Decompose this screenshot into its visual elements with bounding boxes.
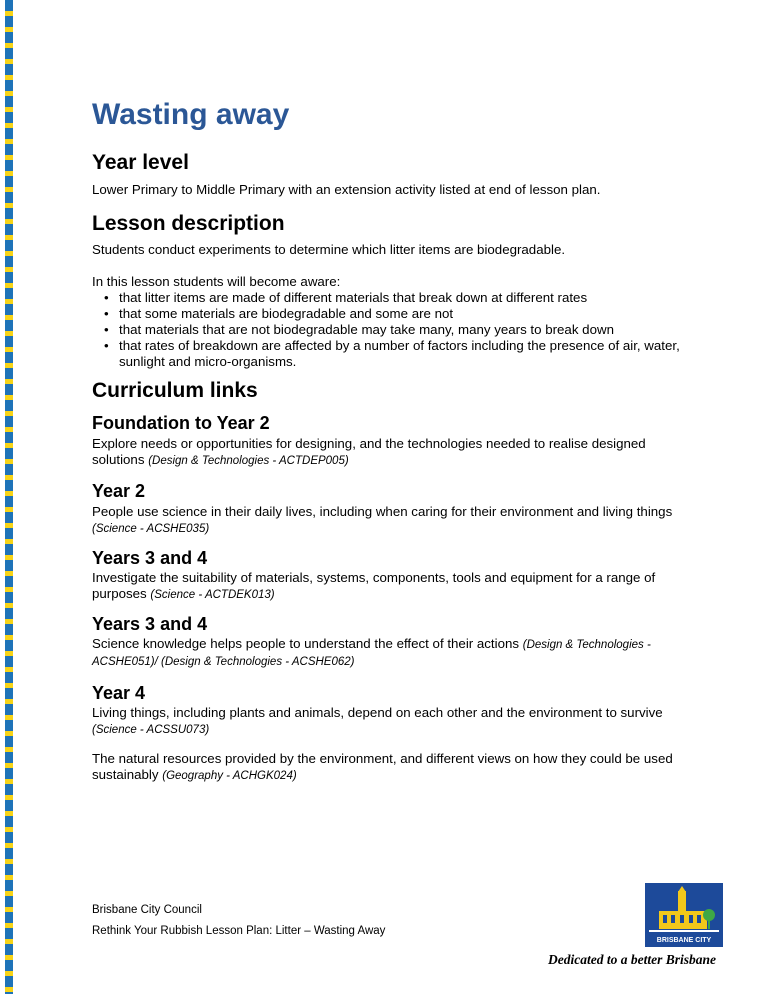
footer-organisation: Brisbane City Council <box>92 904 202 916</box>
footer-document-title: Rethink Your Rubbish Lesson Plan: Litter – Wasting Away <box>92 925 386 937</box>
curriculum-section-text: The natural resources provided by the environment, and different views on how they could be used sustainably (Geography - ACHGK024) <box>92 751 673 782</box>
curriculum-reference: (Design & Technologies - ACTDEP005) <box>148 455 349 467</box>
curriculum-section-heading: Foundation to Year 2 <box>92 413 270 433</box>
curriculum-section-text: Science knowledge helps people to understand the effect of their actions (Design & Technologies - ACSHE051)/ (Design & Technologies - ACSHE062) <box>92 636 651 668</box>
page-title: Wasting away <box>92 98 290 131</box>
curriculum-reference: (Science - ACSHE035) <box>92 523 210 535</box>
lesson-bullet-list <box>92 290 692 370</box>
bullet-icon: • <box>104 290 109 305</box>
curriculum-section-text: People use science in their daily lives, including when caring for their environment and living things (Science - ACSHE035) <box>92 504 673 535</box>
year-level-heading: Year level <box>92 151 189 174</box>
curriculum-section-heading: Years 3 and 4 <box>92 614 208 634</box>
year-level-text: Lower Primary to Middle Primary with an extension activity listed at end of lesson plan. <box>92 182 601 197</box>
curriculum-section-heading: Year 2 <box>92 481 146 501</box>
curriculum-links-heading: Curriculum links <box>92 379 258 402</box>
list-item: • that litter items are made of different materials that break down at different rates <box>104 290 588 305</box>
list-item: • that rates of breakdown are affected by a number of factors including the presence of air, water, sunlight and micro-organisms. <box>104 338 680 369</box>
curriculum-reference: (Geography - ACHGK024) <box>162 770 297 782</box>
curriculum-reference: (Science - ACSSU073) <box>92 724 210 736</box>
logo-text: BRISBANE CITY <box>656 937 712 944</box>
brisbane-city-logo <box>645 883 723 947</box>
bullet-icon: • <box>104 338 109 353</box>
lesson-description-heading: Lesson description <box>92 212 285 235</box>
city-hall-icon <box>645 883 723 947</box>
list-item: • that materials that are not biodegradable may take many, many years to break down <box>104 322 614 337</box>
lesson-intro-text: In this lesson students will become aware: <box>92 274 341 289</box>
curriculum-reference: (Science - ACTDEK013) <box>150 589 275 601</box>
curriculum-section-text: Living things, including plants and animals, depend on each other and the environment to survive (Science - ACSSU073) <box>92 705 663 736</box>
side-stripe-border <box>5 0 13 994</box>
bullet-icon: • <box>104 306 109 321</box>
lesson-description-text: Students conduct experiments to determine which litter items are biodegradable. <box>92 242 566 257</box>
logo-tagline: Dedicated to a better Brisbane <box>548 952 716 967</box>
curriculum-section-heading: Years 3 and 4 <box>92 548 208 568</box>
curriculum-section-text: Explore needs or opportunities for designing, and the technologies needed to realise designed solutions (Design & Technologies - ACTDEP005) <box>92 436 646 467</box>
curriculum-reference: (Design & Technologies - ACSHE051)/ (Design & Technologies - ACSHE062) <box>92 639 651 668</box>
bullet-icon: • <box>104 322 109 337</box>
curriculum-section-text: Investigate the suitability of materials, systems, components, tools and equipment for a range of purposes (Science - ACTDEK013) <box>92 570 656 601</box>
curriculum-section-heading: Year 4 <box>92 683 146 703</box>
list-item: • that some materials are biodegradable and some are not <box>104 306 454 321</box>
